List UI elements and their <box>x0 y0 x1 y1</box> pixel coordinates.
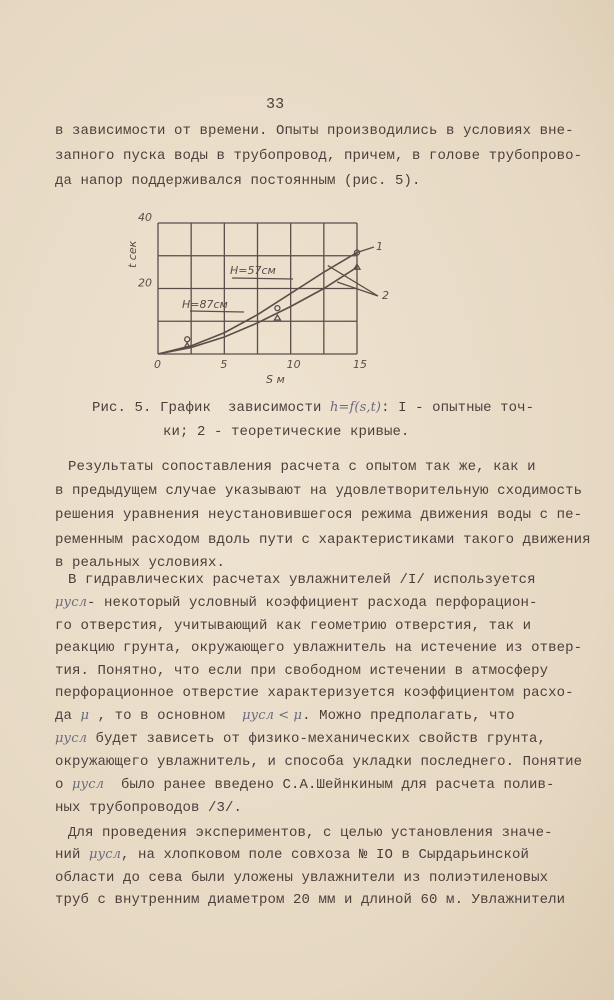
caption-text: : I - опытные точ- <box>381 400 535 416</box>
x-tick-label: 10 <box>286 358 301 371</box>
text-line: перфорационное отверстие характеризуется коэффициентом расхо- <box>55 685 574 701</box>
caption-line-1 <box>92 400 534 416</box>
text: , то в основном <box>89 708 243 724</box>
text-line: запного пуска воды в трубопровод, причем, в голове трубопрово- <box>55 148 583 164</box>
text-line: В гидравлических расчетах увлажнителей /I/ используется <box>68 572 536 588</box>
text: да <box>55 708 81 724</box>
leader-line-h57 <box>232 278 293 279</box>
leader-line-h87 <box>190 311 244 312</box>
handwritten-symbol: μусл <box>72 777 104 792</box>
text-line <box>55 777 555 793</box>
caption-line-2: ки; 2 - теоретические кривые. <box>163 424 410 440</box>
text-line: в реальных условиях. <box>55 555 226 571</box>
legend-label-1: 1 <box>376 240 383 253</box>
annotation-h87: H=87см <box>182 298 228 311</box>
tick-labels <box>138 211 367 371</box>
handwritten-symbol: μусл <box>89 847 121 862</box>
y-axis-label: t сек <box>126 240 139 268</box>
legend-label-2: 2 <box>382 289 389 302</box>
y-tick-label: 40 <box>138 211 152 224</box>
handwritten-symbol: μусл <box>242 708 275 723</box>
text-line: да напор поддерживался постоянным (рис. 5). <box>55 173 421 189</box>
annotation-h57: H=57см <box>230 264 276 277</box>
caption-formula: h=f(s,t) <box>330 400 382 415</box>
text: будет зависеть от физико-механических свойств грунта, <box>86 731 547 747</box>
figure-5-chart <box>120 200 420 390</box>
data-point-circle <box>275 306 280 311</box>
y-tick-label: 20 <box>138 276 152 290</box>
text: - некоторый условный коэффициент расхода перфорацион- <box>86 595 538 611</box>
text: . Можно предполагать, что <box>302 708 515 724</box>
chart-grid <box>158 223 357 354</box>
handwritten-symbol: μ <box>80 708 90 723</box>
handwritten-symbol: < <box>274 708 294 723</box>
caption-text: Рис. 5. График зависимости <box>92 400 331 416</box>
text: о <box>55 777 73 793</box>
data-point-circle <box>185 337 190 342</box>
page-number: 33 <box>266 96 285 113</box>
x-tick-label: 0 <box>154 358 161 371</box>
text-line: реакцию грунта, окружающего увлажнитель на истечение из отвер- <box>55 640 583 656</box>
text-line: в зависимости от времени. Опыты производились в условиях вне- <box>55 123 574 139</box>
data-point-triangle <box>274 315 280 320</box>
x-tick-label: 5 <box>220 358 228 371</box>
text-line: ременным расходом вдоль пути с характеристиками такого движения <box>55 532 591 548</box>
text-line: ных трубопроводов /3/. <box>55 800 243 816</box>
handwritten-symbol: μусл <box>55 595 87 610</box>
text-line <box>55 595 538 611</box>
text: было ранее введено С.А.Шейнкиным для расчета полив- <box>103 777 555 793</box>
text: , на хлопковом поле совхоза № IO в Сырдарьинской <box>120 847 530 863</box>
text-line: Для проведения экспериментов, с целью установления значе- <box>68 825 553 841</box>
text-line: го отверстия, учитывающий как геометрию отверстия, так и <box>55 618 532 634</box>
text-line: окружающего увлажнитель, и способа укладки последнего. Понятие <box>55 754 583 770</box>
text-line: области до сева были уложены увлажнители из полиэтиленовых <box>55 870 549 886</box>
text-line: Результаты сопоставления расчета с опытом так же, как и <box>68 459 536 475</box>
text-line: в предыдущем случае указывают на удовлетворительную сходимость <box>55 483 583 499</box>
text-line: труб с внутренним диаметром 20 мм и длиной 60 м. Увлажнители <box>55 892 566 908</box>
x-tick-label: 15 <box>353 358 367 371</box>
text-line <box>55 708 515 724</box>
x-axis-label: S м <box>266 373 285 386</box>
handwritten-symbol: μ <box>293 708 303 723</box>
handwritten-symbol: μусл <box>55 731 87 746</box>
text-line <box>55 731 546 747</box>
text-line: решения уравнения неустановившегося режима движения воды с пе- <box>55 507 583 523</box>
text: ний <box>55 847 90 863</box>
text-line <box>55 847 529 863</box>
text-line: тия. Понятно, что если при свободном истечении в атмосферу <box>55 663 549 679</box>
